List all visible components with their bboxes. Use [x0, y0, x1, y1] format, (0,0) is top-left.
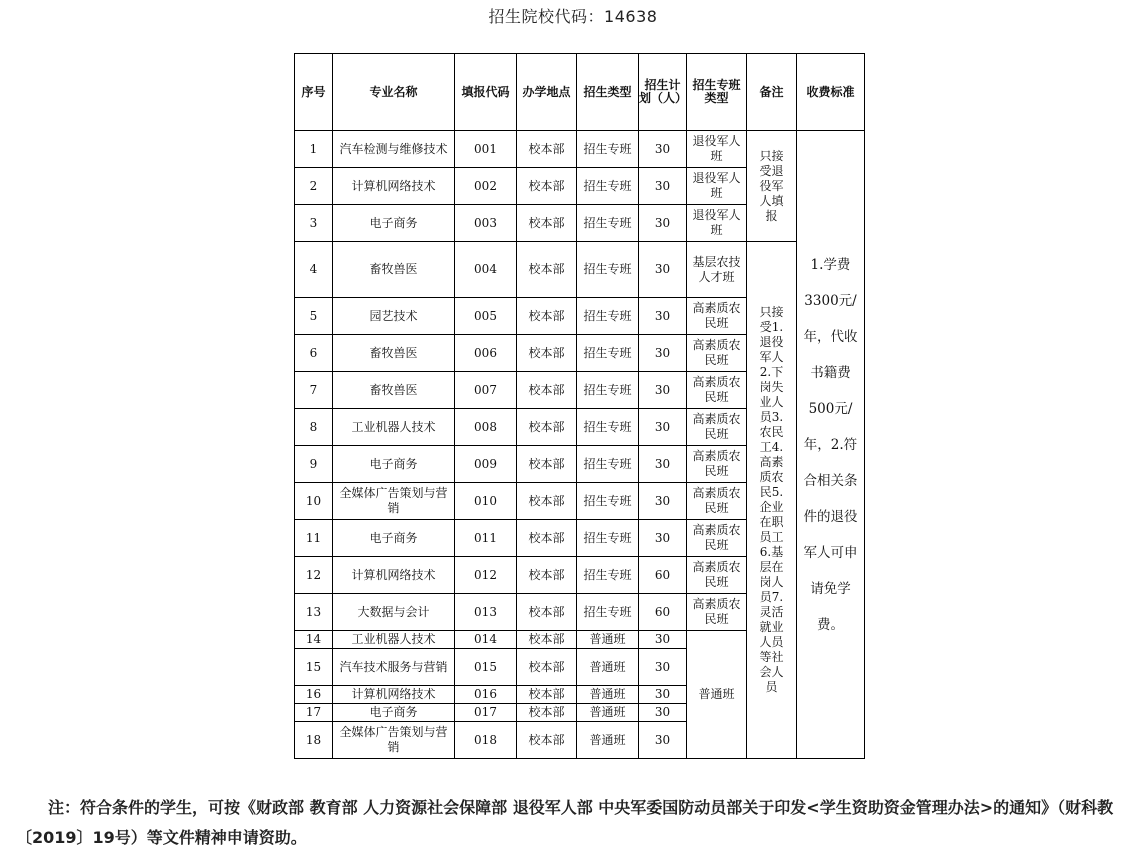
- cell-code: 015: [455, 649, 517, 686]
- cell-class-type-regular: 普通班: [687, 631, 747, 759]
- cell-major: 电子商务: [333, 704, 455, 722]
- cell-location: 校本部: [517, 704, 577, 722]
- cell-major: 畜牧兽医: [333, 335, 455, 372]
- cell-type: 招生专班: [577, 205, 639, 242]
- cell-class-type: 高素质农民班: [687, 557, 747, 594]
- cell-class-type: 高素质农民班: [687, 335, 747, 372]
- cell-type: 招生专班: [577, 335, 639, 372]
- table-header-row: [295, 54, 865, 131]
- cell-major: 全媒体广告策划与营销: [333, 483, 455, 520]
- cell-location: 校本部: [517, 242, 577, 298]
- cell-no: 8: [295, 409, 333, 446]
- cell-location: 校本部: [517, 168, 577, 205]
- cell-type: 招生专班: [577, 557, 639, 594]
- cell-location: 校本部: [517, 131, 577, 168]
- cell-no: 7: [295, 372, 333, 409]
- cell-major: 电子商务: [333, 205, 455, 242]
- cell-plan: 30: [639, 446, 687, 483]
- cell-no: 17: [295, 704, 333, 722]
- cell-code: 006: [455, 335, 517, 372]
- cell-code: 009: [455, 446, 517, 483]
- fee-standard: 1.学费3300元/年，代收书籍费500元/年，2.符合相关条件的退役军人可申请免学费。: [797, 131, 865, 759]
- cell-plan: 60: [639, 594, 687, 631]
- cell-location: 校本部: [517, 483, 577, 520]
- header-plan: 招生计划（人）: [639, 54, 687, 131]
- cell-location: 校本部: [517, 372, 577, 409]
- cell-class-type: 高素质农民班: [687, 372, 747, 409]
- cell-no: 3: [295, 205, 333, 242]
- cell-code: 005: [455, 298, 517, 335]
- cell-plan: 30: [639, 298, 687, 335]
- cell-class-type: 基层农技人才班: [687, 242, 747, 298]
- cell-type: 招生专班: [577, 446, 639, 483]
- cell-code: 011: [455, 520, 517, 557]
- header-code: 填报代码: [455, 54, 517, 131]
- cell-plan: 30: [639, 409, 687, 446]
- cell-location: 校本部: [517, 686, 577, 704]
- footnote: 注：符合条件的学生，可按《财政部 教育部 人力资源社会保障部 退役军人部 中央军委国防动员部关于印发<学生资助资金管理办法>的通知》（财科教〔2019〕19号）等文件精神申请资助。: [16, 798, 1114, 847]
- cell-location: 校本部: [517, 520, 577, 557]
- cell-major: 工业机器人技术: [333, 409, 455, 446]
- cell-no: 13: [295, 594, 333, 631]
- cell-no: 11: [295, 520, 333, 557]
- cell-major: 全媒体广告策划与营销: [333, 722, 455, 759]
- cell-code: 004: [455, 242, 517, 298]
- cell-location: 校本部: [517, 446, 577, 483]
- cell-type: 招生专班: [577, 409, 639, 446]
- cell-code: 018: [455, 722, 517, 759]
- cell-no: 4: [295, 242, 333, 298]
- cell-major: 畜牧兽医: [333, 372, 455, 409]
- cell-class-type: 高素质农民班: [687, 483, 747, 520]
- cell-type: 招生专班: [577, 483, 639, 520]
- cell-major: 计算机网络技术: [333, 686, 455, 704]
- cell-plan: 30: [639, 205, 687, 242]
- cell-major: 工业机器人技术: [333, 631, 455, 649]
- school-code-line: 招生院校代码：14638: [488, 7, 658, 26]
- cell-plan: 30: [639, 372, 687, 409]
- cell-type: 普通班: [577, 722, 639, 759]
- cell-major: 汽车检测与维修技术: [333, 131, 455, 168]
- cell-plan: 30: [639, 242, 687, 298]
- enrollment-table: [294, 53, 865, 759]
- cell-code: 007: [455, 372, 517, 409]
- cell-plan: 30: [639, 649, 687, 686]
- cell-class-type: 退役军人班: [687, 131, 747, 168]
- cell-type: 招生专班: [577, 242, 639, 298]
- cell-no: 16: [295, 686, 333, 704]
- cell-no: 5: [295, 298, 333, 335]
- cell-type: 普通班: [577, 704, 639, 722]
- cell-plan: 30: [639, 168, 687, 205]
- cell-major: 园艺技术: [333, 298, 455, 335]
- cell-code: 010: [455, 483, 517, 520]
- cell-class-type: 退役军人班: [687, 205, 747, 242]
- header-class-type: 招生专班类型: [687, 54, 747, 131]
- cell-location: 校本部: [517, 631, 577, 649]
- cell-code: 012: [455, 557, 517, 594]
- cell-class-type: 高素质农民班: [687, 594, 747, 631]
- enrollment-table-wrapper: [294, 53, 865, 759]
- cell-no: 10: [295, 483, 333, 520]
- cell-no: 1: [295, 131, 333, 168]
- cell-type: 招生专班: [577, 372, 639, 409]
- cell-type: 普通班: [577, 649, 639, 686]
- cell-type: 招生专班: [577, 520, 639, 557]
- cell-location: 校本部: [517, 298, 577, 335]
- cell-code: 002: [455, 168, 517, 205]
- cell-major: 电子商务: [333, 520, 455, 557]
- header-fee: 收费标准: [797, 54, 865, 131]
- cell-major: 计算机网络技术: [333, 168, 455, 205]
- header-type: 招生类型: [577, 54, 639, 131]
- remark-veterans: 只接受退役军人填报: [747, 131, 797, 242]
- cell-type: 招生专班: [577, 131, 639, 168]
- cell-location: 校本部: [517, 649, 577, 686]
- table-row: [295, 131, 865, 168]
- cell-class-type: 高素质农民班: [687, 520, 747, 557]
- cell-no: 12: [295, 557, 333, 594]
- cell-no: 6: [295, 335, 333, 372]
- cell-type: 招生专班: [577, 168, 639, 205]
- cell-major: 计算机网络技术: [333, 557, 455, 594]
- cell-no: 15: [295, 649, 333, 686]
- cell-major: 大数据与会计: [333, 594, 455, 631]
- cell-major: 电子商务: [333, 446, 455, 483]
- cell-code: 008: [455, 409, 517, 446]
- cell-class-type: 高素质农民班: [687, 446, 747, 483]
- cell-location: 校本部: [517, 335, 577, 372]
- cell-plan: 30: [639, 335, 687, 372]
- cell-location: 校本部: [517, 557, 577, 594]
- cell-plan: 30: [639, 704, 687, 722]
- cell-plan: 30: [639, 631, 687, 649]
- cell-code: 013: [455, 594, 517, 631]
- header-major: 专业名称: [333, 54, 455, 131]
- cell-location: 校本部: [517, 594, 577, 631]
- cell-class-type: 高素质农民班: [687, 298, 747, 335]
- header-location: 办学地点: [517, 54, 577, 131]
- cell-code: 003: [455, 205, 517, 242]
- cell-class-type: 退役军人班: [687, 168, 747, 205]
- header-no: 序号: [295, 54, 333, 131]
- cell-code: 001: [455, 131, 517, 168]
- cell-code: 017: [455, 704, 517, 722]
- cell-plan: 30: [639, 131, 687, 168]
- cell-location: 校本部: [517, 409, 577, 446]
- cell-type: 普通班: [577, 686, 639, 704]
- cell-type: 招生专班: [577, 298, 639, 335]
- table-row: [295, 242, 865, 298]
- cell-plan: 30: [639, 520, 687, 557]
- cell-location: 校本部: [517, 722, 577, 759]
- header-remark: 备注: [747, 54, 797, 131]
- cell-plan: 60: [639, 557, 687, 594]
- cell-plan: 30: [639, 686, 687, 704]
- cell-location: 校本部: [517, 205, 577, 242]
- cell-plan: 30: [639, 483, 687, 520]
- cell-major: 汽车技术服务与营销: [333, 649, 455, 686]
- cell-major: 畜牧兽医: [333, 242, 455, 298]
- cell-code: 014: [455, 631, 517, 649]
- cell-no: 14: [295, 631, 333, 649]
- cell-no: 9: [295, 446, 333, 483]
- cell-class-type: 高素质农民班: [687, 409, 747, 446]
- remark-others: 只接受1.退役军人2.下岗失业人员3.农民工4.高素质农民5.企业在职员工6.基层在岗人员7.灵活就业人员等社会人员: [747, 242, 797, 759]
- cell-code: 016: [455, 686, 517, 704]
- cell-no: 18: [295, 722, 333, 759]
- cell-no: 2: [295, 168, 333, 205]
- cell-plan: 30: [639, 722, 687, 759]
- cell-type: 招生专班: [577, 594, 639, 631]
- cell-type: 普通班: [577, 631, 639, 649]
